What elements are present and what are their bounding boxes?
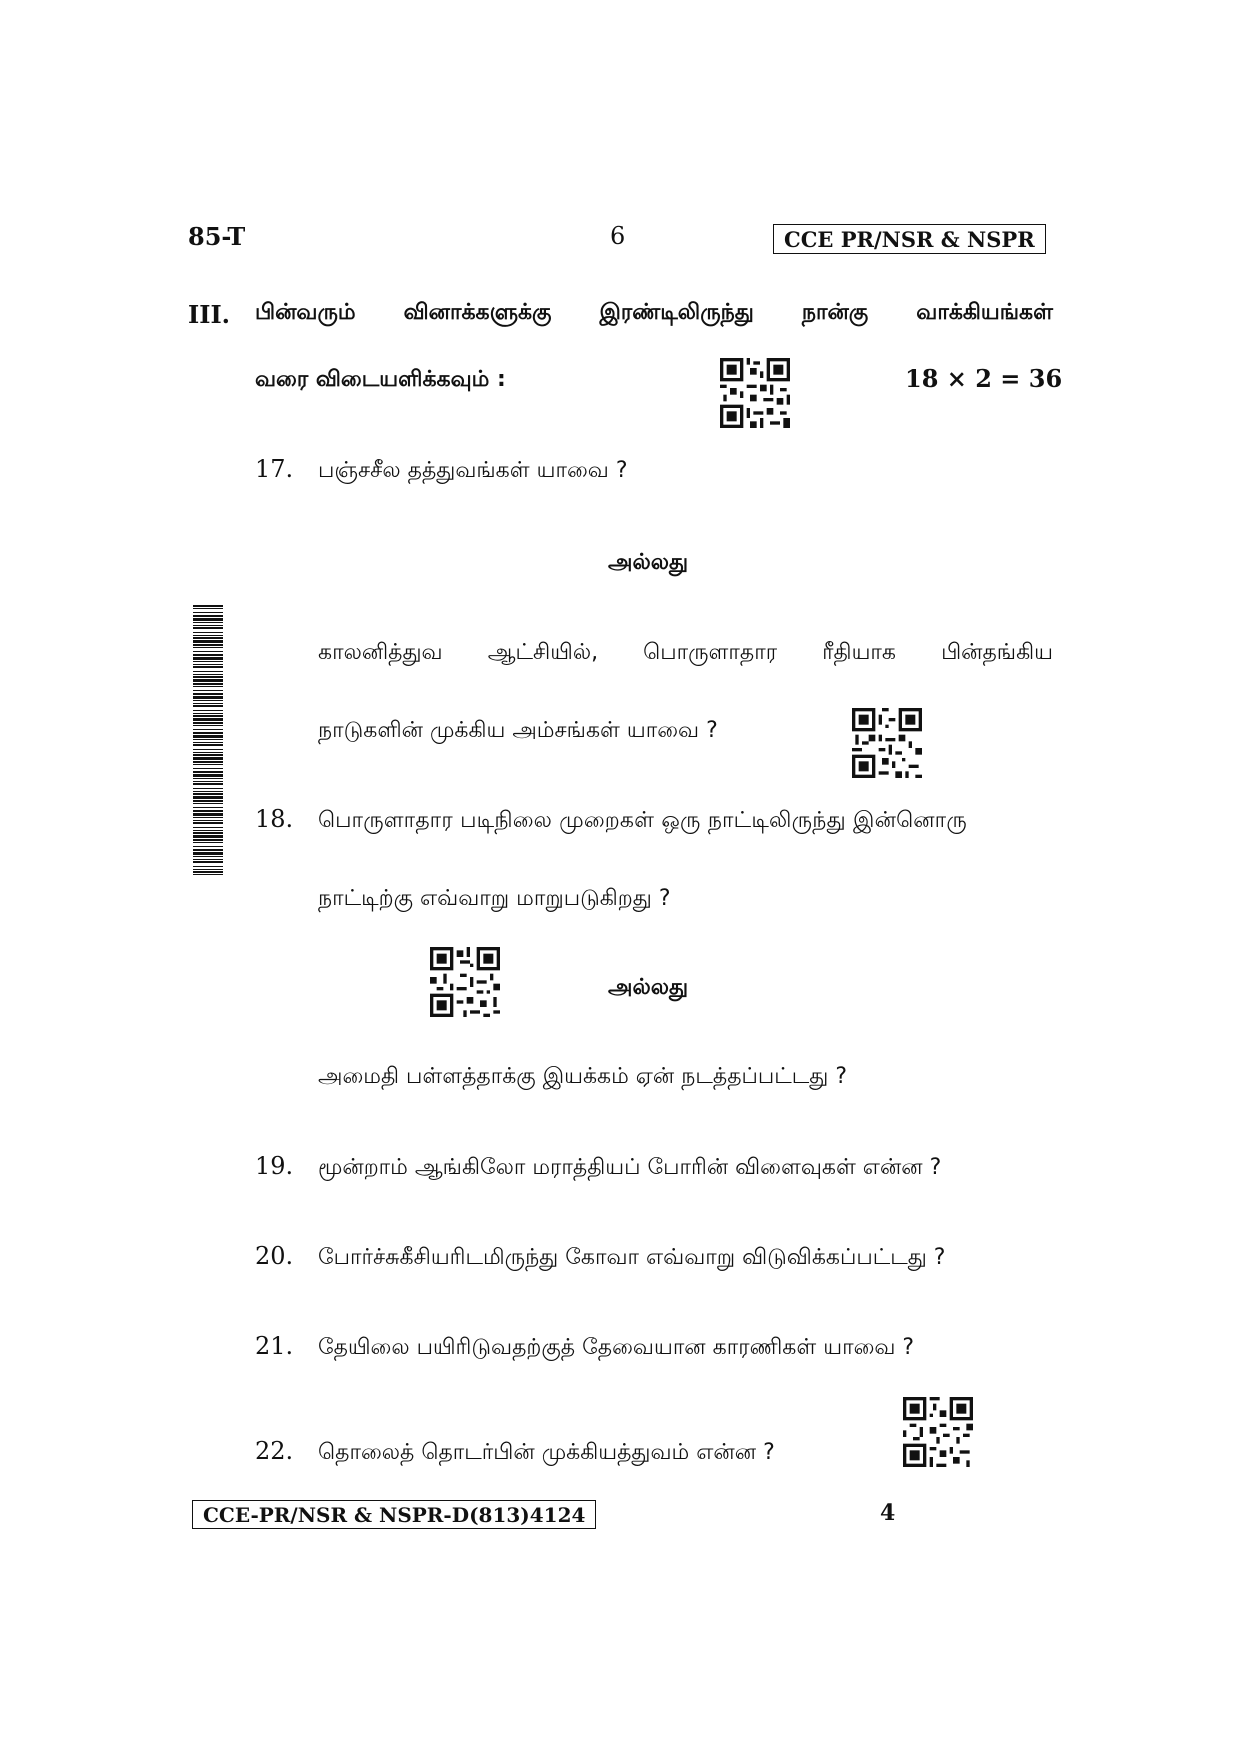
qr-code-icon — [430, 947, 500, 1017]
instruction-word: வினாக்களுக்கு — [403, 300, 552, 325]
alt-word: பின்தங்கிய — [941, 640, 1053, 665]
section-instruction-line1 — [255, 300, 1053, 328]
page-number: 6 — [610, 222, 626, 250]
question-text: போர்ச்சுகீசியரிடமிருந்து கோவா எவ்வாறு விடுவிக்கப்பட்டது ? — [318, 1245, 946, 1270]
barcode-icon — [193, 605, 223, 875]
question-text-line1: பொருளாதார படிநிலை முறைகள் ஒரு நாட்டிலிருந்து இன்னொரு — [318, 808, 967, 833]
question-number: 17. — [255, 455, 294, 483]
question-number: 20. — [255, 1242, 294, 1270]
section-roman: III. — [188, 300, 231, 329]
question-alt-line2: நாடுகளின் முக்கிய அம்சங்கள் யாவை ? — [318, 718, 718, 743]
or-label: அல்லது — [608, 550, 689, 575]
exam-code-box: CCE PR/NSR & NSPR — [773, 224, 1046, 254]
question-number: 18. — [255, 805, 294, 833]
question-text: பஞ்சசீல தத்துவங்கள் யாவை ? — [318, 458, 628, 483]
instruction-word: இரண்டிலிருந்து — [599, 300, 754, 325]
qr-code-icon — [903, 1397, 973, 1467]
alt-word: பொருளாதார — [643, 640, 778, 665]
question-text: தேயிலை பயிரிடுவதற்குத் தேவையான காரணிகள் யாவை ? — [318, 1335, 915, 1360]
question-alt-text: அமைதி பள்ளத்தாக்கு இயக்கம் ஏன் நடத்தப்பட்டது ? — [318, 1064, 848, 1089]
instruction-word: வாக்கியங்கள் — [916, 300, 1053, 325]
instruction-word: பின்வரும் — [255, 300, 356, 325]
alt-word: ரீதியாக — [822, 640, 896, 665]
qr-code-icon — [720, 358, 790, 428]
sheet-number: 4 — [880, 1500, 896, 1526]
instruction-word: நான்கு — [801, 300, 869, 325]
qr-code-icon — [852, 708, 922, 778]
section-marks: 18 × 2 = 36 — [905, 364, 1063, 393]
or-label: அல்லது — [608, 975, 689, 1000]
question-alt-line1 — [318, 640, 1053, 668]
question-text: மூன்றாம் ஆங்கிலோ மராத்தியப் போரின் விளைவுகள் என்ன ? — [318, 1155, 942, 1180]
footer-code-box: CCE-PR/NSR & NSPR-D(813)4124 — [192, 1500, 596, 1529]
question-number: 21. — [255, 1332, 294, 1360]
question-text-line2: நாட்டிற்கு எவ்வாறு மாறுபடுகிறது ? — [318, 886, 671, 911]
alt-word: ஆட்சியில், — [487, 640, 599, 665]
paper-code: 85-T — [188, 222, 246, 251]
alt-word: காலனித்துவ — [318, 640, 443, 665]
section-instruction-line2: வரை விடையளிக்கவும் : — [255, 367, 506, 392]
question-text: தொலைத் தொடர்பின் முக்கியத்துவம் என்ன ? — [318, 1440, 775, 1465]
question-number: 19. — [255, 1152, 294, 1180]
question-number: 22. — [255, 1437, 294, 1465]
